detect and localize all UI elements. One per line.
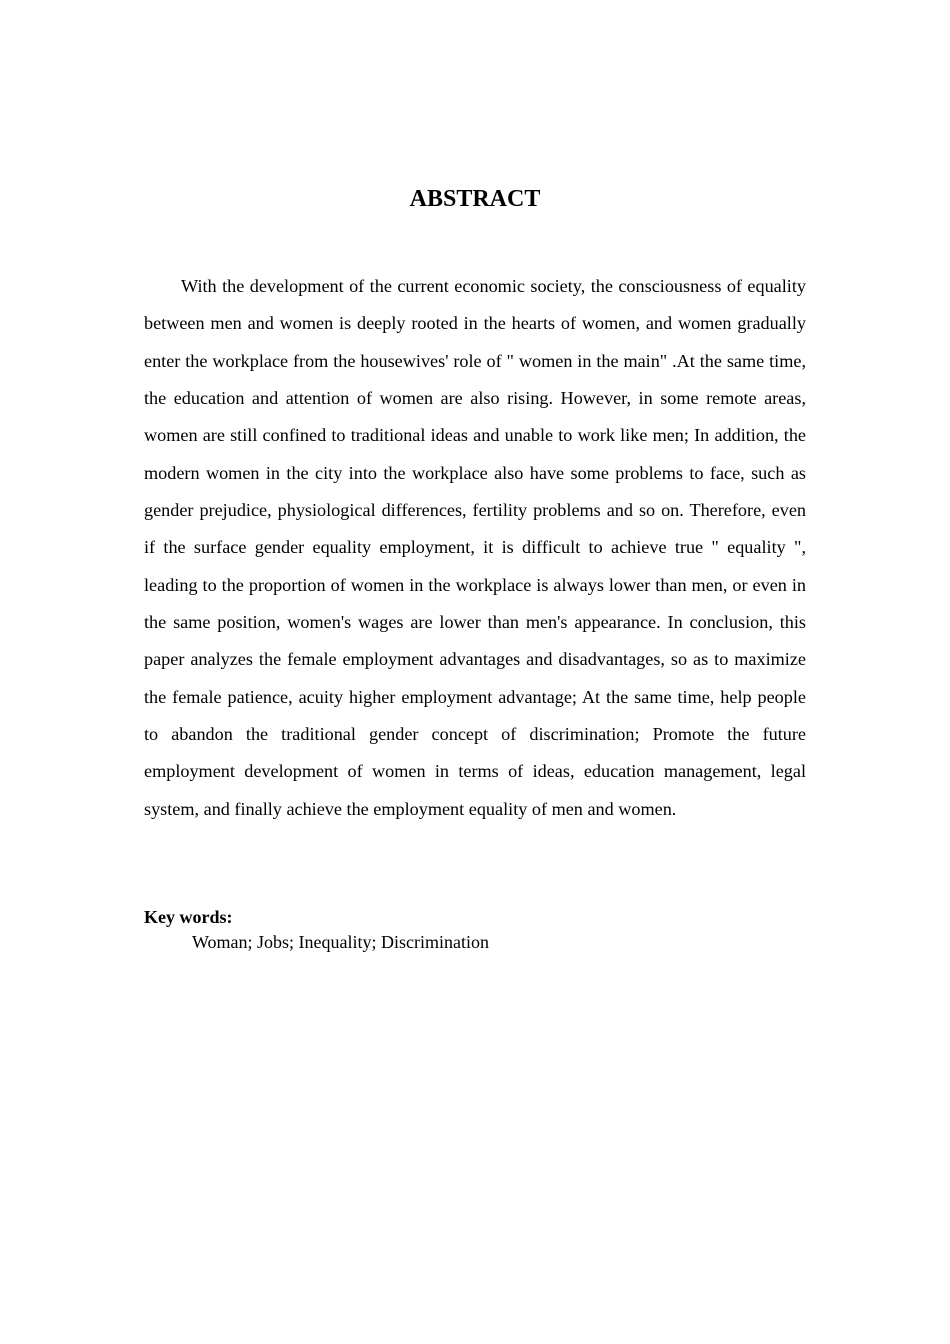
abstract-paragraph: With the development of the current economic society, the consciousness of equality between men and women is deeply rooted in the hearts of women, and women gradually enter the workplace from the housewives' role of " women in the main" .At the same time, the education and attention of women are also rising. However, in some remote areas, women are still confined to traditional ideas and unable to work like men; In addition, the modern women in the city into the workplace also have some problems to face, such as gender prejudice, physiological differences, fertility problems and so on. Therefore, even if the surface gender equality employment, it is difficult to achieve true " equality ", leading to the proportion of women in the workplace is always lower than men, or even in the same position, women's wages are lower than men's appearance. In conclusion, this paper analyzes the female employment advantages and disadvantages, so as to maximize the female patience, acuity higher employment advantage; At the same time, help people to abandon the traditional gender concept of discrimination; Promote the future employment development of women in terms of ideas, education management, legal system, and finally achieve the employment equality of men and women. (144, 276, 806, 819)
abstract-title: ABSTRACT (409, 186, 541, 212)
keywords-list: Woman; Jobs; Inequality; Discrimination (192, 932, 490, 952)
keywords-label: Key words: (144, 907, 233, 927)
